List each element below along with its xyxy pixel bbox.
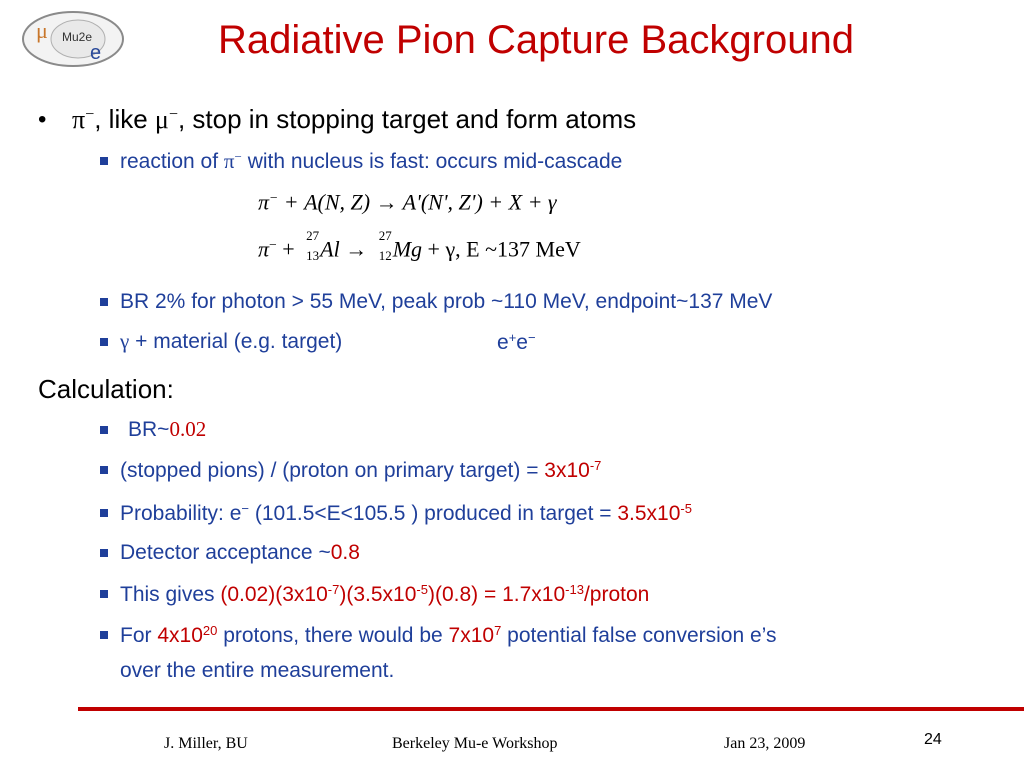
sub-bullet: [100, 509, 108, 517]
sub-bullet: [100, 590, 108, 598]
sub-bullet: [100, 631, 108, 639]
mg-isotope: 27 12: [378, 227, 392, 263]
page-number: 24: [924, 731, 942, 748]
calc-result: This gives $(0.02)(3x10^{-7})(3.5x10^{-5})(0.8)$ = $1.7x10^{-13}$/proton: [120, 582, 650, 607]
footer-rule: [78, 707, 1024, 711]
sub-line-material: γ + material (e.g. target): [120, 329, 343, 353]
bullet-dot: •: [38, 106, 47, 133]
calc-stopped-pions: (stopped pions) / (proton on primary target) = $3x10^{-7}$: [120, 458, 602, 483]
equation-aluminum: π− + 27 13 Al → 27 12 Mg + γ, E ~137 MeV: [258, 227, 581, 263]
calc-acceptance: Detector acceptance ~0.8: [120, 541, 360, 564]
sub-line-br: BR 2% for photon > 55 MeV, peak prob ~110 MeV, endpoint~137 MeV: [120, 290, 773, 313]
logo-text: Mu2e: [62, 30, 93, 44]
calc-probability: Probability: e− (101.5<E<105.5 ) produced in target = $3.5x10^{-5}$: [120, 501, 692, 526]
sub-bullet: [100, 549, 108, 557]
slide-title: Radiative Pion Capture Background: [218, 18, 854, 62]
equation-general: π− + A(N, Z) → A'(N', Z') + X + γ: [258, 189, 557, 215]
sub-bullet: [100, 466, 108, 474]
calculation-heading: Calculation:: [38, 374, 174, 404]
sub-bullet: [100, 338, 108, 346]
logo-mu: μ: [36, 18, 48, 43]
footer-author: J. Miller, BU: [164, 735, 248, 752]
calc-protons-line2: over the entire measurement.: [120, 659, 395, 682]
footer-date: Jan 23, 2009: [724, 735, 806, 752]
sub-line-reaction: reaction of π− with nucleus is fast: occurs mid-cascade: [120, 149, 623, 174]
footer-event: Berkeley Mu-e Workshop: [392, 735, 558, 752]
logo-e: e: [90, 42, 102, 64]
calc-protons: For $4x10^{20}$ protons, there would be $7x10^7$ potential false conversion e’s: [120, 623, 777, 648]
mu2e-logo: [20, 8, 126, 70]
al-isotope: 27 13: [306, 227, 320, 263]
sub-bullet: [100, 157, 108, 165]
sub-bullet: [100, 426, 108, 434]
bullet-line-1: π−, like μ−, stop in stopping target and form atoms: [72, 104, 637, 134]
calc-br: BR~0.02: [128, 417, 207, 441]
positron-electron: e+e−: [497, 330, 536, 355]
sub-bullet: [100, 298, 108, 306]
